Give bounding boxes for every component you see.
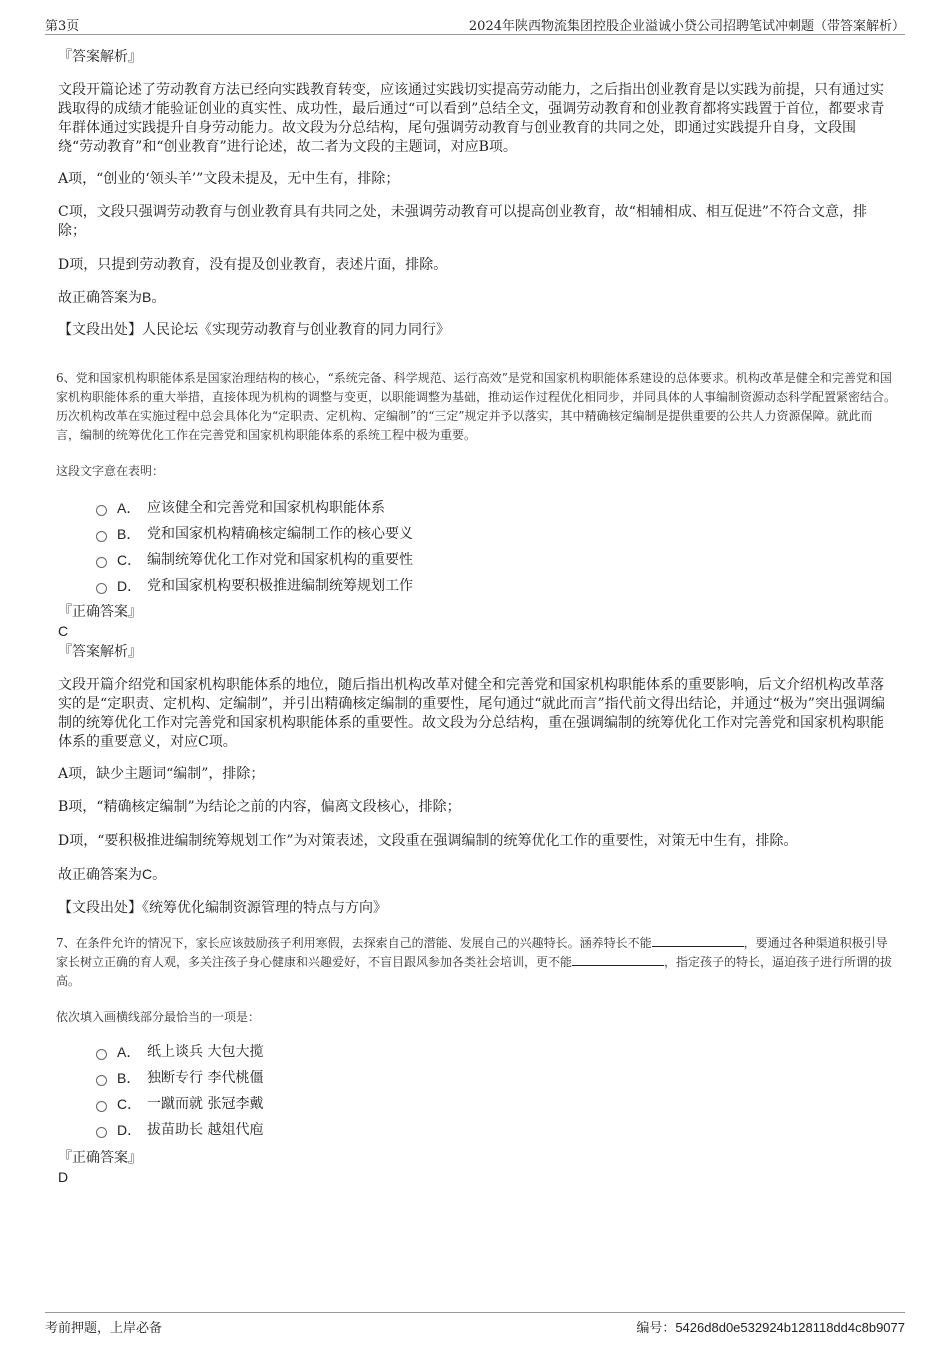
option-text: 纸上谈兵 大包大揽 — [147, 1044, 264, 1060]
source: 【文段出处】人民论坛《实现劳动教育与创业教育的同力同行》 — [58, 322, 450, 338]
stem-part-3: ，指定孩子的特长，逼迫孩子进行所谓的拔高。 — [56, 955, 893, 988]
radio-icon[interactable] — [96, 505, 107, 516]
q7-option-d[interactable] — [96, 1120, 263, 1140]
conclusion: 故正确答案为C。 — [58, 866, 167, 882]
option-letter: C． — [117, 1096, 142, 1112]
source: 【文段出处】《统筹优化编制资源管理的特点与方向》 — [58, 900, 387, 916]
option-text: 编制统筹优化工作对党和国家机构的重要性 — [147, 552, 413, 568]
option-text: 党和国家机构要积极推进编制统筹规划工作 — [147, 578, 413, 594]
blank-2 — [572, 953, 664, 966]
analysis-label: 『答案解析』 — [58, 49, 142, 65]
document-title: 2024年陕西物流集团控股企业溢诚小贷公司招聘笔试冲刺题（带答案解析） — [468, 19, 905, 34]
option-text: 党和国家机构精确核定编制工作的核心要义 — [147, 526, 413, 542]
q7-option-b[interactable] — [96, 1068, 263, 1088]
option-text: 应该健全和完善党和国家机构职能体系 — [147, 500, 385, 516]
analysis-text: 文段开篇论述了劳动教育方法已经向实践教育转变，应该通过实践切实提高劳动能力，之后指出创业教育是以实践为前提，只有通过实践取得的成绩才能验证创业的真实性、成功性，最后通过“可以看到”总结全文，强调劳动教育和创业教育都将实践置于首位，都要求青年群体通过实践提升自身劳动能力。故文段为分总结构，尾句强调劳动教育与创业教育的共同之处，即通过实践提升自身，文段围绕“劳动教育”和“创业教育”进行论述，故二者为文段的主题词，对应B项。 — [58, 82, 885, 155]
option-letter: C． — [117, 552, 142, 568]
page-header — [45, 12, 905, 35]
q7-option-a[interactable] — [96, 1042, 263, 1062]
footer-slogan: 考前押题，上岸必备 — [45, 1321, 163, 1336]
stem-part-1: 7、在条件允许的情况下，家长应该鼓励孩子利用寒假，去探索自己的潜能、发展自己的兴趣特长。涵养特长不能 — [56, 936, 652, 950]
option-letter: B． — [117, 526, 141, 542]
option-d-explanation: D项，只提到劳动教育，没有提及创业教育，表述片面，排除。 — [58, 257, 448, 273]
option-letter: A． — [117, 500, 141, 516]
analysis-text: 文段开篇介绍党和国家机构职能体系的地位，随后指出机构改革对健全和完善党和国家机构职能体系的重要影响，后文介绍机构改革落实的是“定职责、定机构、定编制”，并引出精确核定编制的重要性，尾句通过“就此而言”指代前文得出结论，并通过“极为”突出强调编制的统筹优化工作对完善党和国家机构职能体系的重要性。故文段为分总结构，重在强调编制的统筹优化工作对完善党和国家机构职能体系的重要意义，对应C项。 — [58, 677, 885, 750]
question-6-stem: 6、党和国家机构职能体系是国家治理结构的核心，“系统完备、科学规范、运行高效”是党和国家机构职能体系建设的总体要求。机构改革是健全和完善党和国家机构职能体系的重大举措，直接体现为机构的调整与变更，以职能调整为基础，推动运作过程优化相同步，并同具体的人事编制资源动态科学配置紧密结合。历次机构改革在实施过程中总会具体化为“定职责、定机构、定编制”的“三定”规定并予以落实，其中精确核定编制是提供重要的公共人力资源保障。就此而言，编制的统筹优化工作在完善党和国家机构职能体系的系统工程中极为重要。 — [56, 371, 897, 442]
radio-icon[interactable] — [96, 1127, 107, 1138]
correct-answer: D — [58, 1169, 69, 1185]
code-value: 5426d8d0e532924b128118dd4c8b9077 — [675, 1320, 905, 1335]
code-label: 编号： — [636, 1321, 676, 1336]
radio-icon[interactable] — [96, 531, 107, 542]
conclusion: 故正确答案为B。 — [58, 289, 166, 305]
document-code — [636, 1317, 905, 1336]
option-text: 一蹴而就 张冠李戴 — [147, 1096, 264, 1112]
blank-1 — [652, 934, 744, 947]
q6-option-a[interactable] — [96, 498, 385, 518]
page-number: 第3页 — [45, 19, 80, 34]
option-b-explanation: B项，“精确核定编制”为结论之前的内容，偏离文段核心，排除； — [58, 799, 461, 815]
radio-icon[interactable] — [96, 1075, 107, 1086]
analysis-label: 『答案解析』 — [58, 644, 142, 660]
correct-answer-label: 『正确答案』 — [58, 604, 142, 620]
q6-option-c[interactable] — [96, 550, 413, 570]
question-7-prompt: 依次填入画横线部分最恰当的一项是： — [56, 1010, 261, 1024]
q7-option-c[interactable] — [96, 1094, 263, 1114]
radio-icon[interactable] — [96, 583, 107, 594]
q6-option-b[interactable] — [96, 524, 413, 544]
correct-answer: C — [58, 623, 69, 639]
option-c-explanation: C项，文段只强调劳动教育与创业教育具有共同之处，未强调劳动教育可以提高创业教育，故“相辅相成、相互促进”不符合文意，排除； — [58, 204, 868, 239]
question-6-prompt: 这段文字意在表明： — [56, 464, 165, 478]
q6-option-d[interactable] — [96, 576, 413, 596]
option-letter: B． — [117, 1070, 141, 1086]
stem-part-2: ，要通过各种渠道积极引导家长树立正确的育人观，多关注孩子身心健康和兴趣爱好，不盲目跟风参加各类社会培训，更不能 — [56, 936, 888, 969]
option-a-explanation: A项，“创业的‘领头羊’”文段未提及，无中生有，排除； — [58, 171, 400, 187]
correct-answer-label: 『正确答案』 — [58, 1150, 142, 1166]
radio-icon[interactable] — [96, 1049, 107, 1060]
page-footer — [45, 1312, 905, 1337]
radio-icon[interactable] — [96, 1101, 107, 1112]
radio-icon[interactable] — [96, 557, 107, 568]
question-7-stem — [56, 934, 896, 991]
option-letter: D． — [117, 1122, 142, 1138]
option-a-explanation: A项，缺少主题词“编制”，排除； — [58, 766, 265, 782]
option-text: 拔苗助长 越俎代庖 — [147, 1122, 264, 1138]
option-letter: A． — [117, 1044, 141, 1060]
option-letter: D． — [117, 578, 142, 594]
option-text: 独断专行 李代桃僵 — [147, 1070, 264, 1086]
option-d-explanation: D项，“要积极推进编制统筹规划工作”为对策表述，文段重在强调编制的统筹优化工作的重要性，对策无中生有，排除。 — [58, 833, 798, 849]
